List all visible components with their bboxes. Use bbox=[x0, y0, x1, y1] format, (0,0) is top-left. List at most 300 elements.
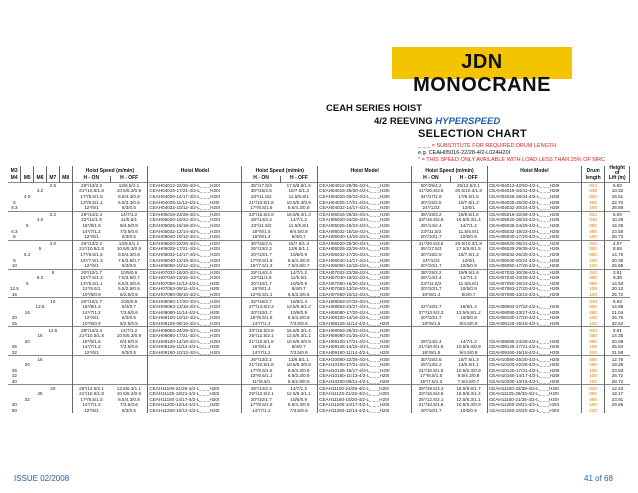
class-cell: 4.0 bbox=[36, 217, 44, 223]
speed-off-cell: 12.5/6.3/1.1 bbox=[280, 391, 317, 397]
speed-off-cell: 10.5/5.3/0.9 bbox=[450, 344, 487, 350]
header-hoff-1: H - OFF bbox=[111, 176, 148, 182]
lift-height-cell: 12.43 bbox=[605, 385, 630, 391]
model-cell: CEAH08100-10/12-4/2-L_ _ _H20I bbox=[148, 315, 242, 321]
lift-height-cell: 18.35 bbox=[611, 362, 624, 368]
speed-off-cell: 13/6.5/1.1 bbox=[111, 240, 148, 246]
class-cell: 4.0 bbox=[46, 240, 59, 246]
speed-off-cell: 15/7.5/1.3 bbox=[280, 188, 317, 194]
model-cell: CEAH05040-17/20-4/2-L_ _ _H20I bbox=[487, 234, 581, 240]
speed-on-cell: 16*/8.5/1.6 bbox=[250, 315, 273, 321]
speed-off-cell: 14/7/1.2 bbox=[280, 269, 317, 275]
speed-off-cell: 16.5/8.3/1.4 bbox=[280, 211, 317, 217]
speed-off-cell: 10.5/5.3/0.9 bbox=[111, 246, 148, 252]
speed-on-cell: 15*/7.5/1.3 bbox=[250, 263, 273, 269]
table-row bbox=[8, 217, 630, 223]
model-cell: CEAH06050-10/12-4/2-L_ _ _H20I bbox=[148, 263, 242, 269]
model-cell: CEAH09125-14/16-4/2-L_ _ _H20I bbox=[318, 344, 412, 350]
class-cell bbox=[59, 408, 72, 414]
lift-height-cell: 4.07 bbox=[605, 240, 630, 246]
lift-height-cell: 6.00 bbox=[605, 211, 630, 217]
header-hoff-2: H - OFF bbox=[280, 176, 317, 182]
drum-length-cell: 100 bbox=[581, 344, 604, 350]
speed-on-cell: 21*/10.5/1.8 bbox=[418, 367, 444, 373]
lift-height-cell: 23.58 bbox=[611, 228, 624, 234]
speed-off-cell: 8.5/4.3/0.8 bbox=[280, 402, 317, 408]
speed-off-cell: 19.5/9.8/1.7 bbox=[450, 385, 487, 391]
speed-off-cell: 10/5/0.9 bbox=[450, 263, 487, 269]
speed-off-cell: 5.5/2.8/0.5 bbox=[111, 286, 148, 292]
speed-off-cell: 20.5/10.3/1.8 bbox=[450, 188, 487, 194]
lift-height-cell: 8.61 bbox=[605, 327, 630, 333]
speed-on-cell: 12*/6/1 bbox=[84, 205, 99, 211]
selection-table bbox=[8, 166, 630, 413]
speed-on-cell: 20*/10/1.7 bbox=[420, 286, 442, 292]
table-row bbox=[8, 408, 630, 414]
class-cell bbox=[21, 408, 34, 414]
speed-off-cell: 6.5/3.3/0.6 bbox=[111, 199, 148, 205]
table-row bbox=[8, 182, 630, 188]
model-cell: CEAH04032-14/17-4/2-L_ _ _H20I bbox=[318, 205, 412, 211]
lift-height-cell: 14.98 bbox=[611, 304, 624, 310]
speed-off-cell: 14/7/1.2 bbox=[450, 223, 487, 229]
speed-on-cell: 28*/14/2.4 bbox=[420, 275, 442, 281]
speed-off-cell: 9/4.5/0.8 bbox=[280, 228, 317, 234]
class-cell: 5 bbox=[13, 199, 16, 205]
lift-height-cell: 26.76 bbox=[611, 315, 624, 321]
speed-off-cell: 20.5/10.3/1.8 bbox=[450, 240, 487, 246]
speed-on-cell: 20*/10/1.7 bbox=[250, 309, 272, 315]
lift-height-cell: 8.92 bbox=[605, 298, 630, 304]
header-hon-3: H - ON bbox=[412, 176, 450, 182]
model-cell: CEAH10160-11/13-4/2-L_ _ _H20I bbox=[318, 373, 412, 379]
lift-height-cell: 10.29 bbox=[611, 217, 624, 223]
model-cell: CEAH08125-11/14-4/2-L_ _ _H20I bbox=[318, 321, 412, 327]
model-cell: CEAH10080-25/30-4/2-L_ _ _H20I bbox=[487, 356, 581, 362]
header-m4: M4 bbox=[8, 176, 21, 182]
table-row bbox=[8, 385, 630, 391]
speed-on-cell: 30*/15/2.5 bbox=[420, 251, 442, 257]
speed-off-cell: 8.5/4.3/0.8 bbox=[111, 252, 148, 258]
model-cell: CEAH07040-13/15-4/2-L_ _ _H20I bbox=[148, 275, 242, 281]
model-cell: CEAH08063-23/27-4/2-L_ _ _H20I bbox=[318, 304, 412, 310]
speed-off-cell: 10/5/0.9 bbox=[280, 310, 317, 316]
header-hon-2: H - ON bbox=[242, 176, 280, 182]
model-cell: CEAH10100-17/21-4/2-L_ _ _H20I bbox=[318, 362, 412, 368]
model-cell: CEAH09080-21/25-4/2-L_ _ _H20I bbox=[318, 333, 412, 339]
header-hoff-3: H - OFF bbox=[450, 176, 487, 182]
speed-on-cell: 12*/6/1 bbox=[84, 350, 99, 356]
class-cell: 8 bbox=[13, 234, 16, 240]
table-row bbox=[8, 281, 630, 287]
speed-on-cell: 10*/5/0.9 bbox=[82, 292, 101, 298]
lift-height-cell: 21.04 bbox=[611, 309, 624, 315]
speed-off-cell: 16/8/1.4 bbox=[280, 298, 317, 304]
model-cell: CEAH11100-21/25-4/2-L_ _ _H20I bbox=[148, 385, 242, 391]
speed-on-cell: 16*/8/1.4 bbox=[82, 304, 101, 310]
speed-on-cell: 21*/10.5/1.8 bbox=[79, 391, 104, 397]
speed-on-cell: 41*/20.5/3.5 bbox=[412, 240, 450, 246]
lift-height-cell: 23.93 bbox=[611, 367, 624, 373]
speed-on-cell: 16*/8/1.4 bbox=[252, 234, 271, 240]
model-cell: CEAH10080-22/26-4/2-L_ _ _H20I bbox=[318, 356, 412, 362]
speed-on-cell: 18*/9/1.5 bbox=[82, 222, 101, 228]
page-number: 41 of 68 bbox=[584, 474, 613, 483]
class-cell: 25 bbox=[11, 344, 17, 350]
speed-on-cell: 12*/6/1 bbox=[84, 407, 99, 413]
lift-height-cell: 32.52 bbox=[611, 321, 624, 327]
speed-off-cell: 12.5/6.3/1.1 bbox=[111, 385, 148, 391]
lift-height-cell: 20.35 bbox=[611, 257, 624, 263]
speed-off-cell: 10.5/5.3/0.9 bbox=[111, 333, 148, 339]
speed-off-cell: 5.5/2.8/0.5 bbox=[280, 379, 317, 385]
header-model-1: Hoist Model bbox=[148, 166, 242, 176]
header-height: Height of bbox=[605, 166, 630, 176]
header-lift: Lift (m) bbox=[605, 176, 630, 182]
speed-on-cell: 21*/10.5/1.8 bbox=[248, 338, 274, 344]
speed-off-cell: 6.5/3.3/0.6 bbox=[111, 281, 148, 287]
model-cell: CEAH11125-18/21-4/2-L_ _ _H20I bbox=[148, 391, 242, 397]
speed-off-cell: 11.5/5.8/1 bbox=[450, 281, 487, 287]
reeving-title bbox=[374, 116, 500, 127]
lift-height-cell: 20.09 bbox=[611, 338, 624, 344]
model-cell: CEAH05032-19/23-4/2-L_ _ _H20I bbox=[487, 228, 581, 234]
drum-length-cell: 040 bbox=[581, 385, 604, 391]
model-cell: CEAH06025-29/35-4/2-L_ _ _H20I bbox=[487, 246, 581, 252]
header-hon-1: H - ON bbox=[72, 176, 110, 182]
model-cell: CEAH06032-26/30-4/2-L_ _ _H20I bbox=[487, 252, 581, 258]
speed-off-cell: 11.5/5.8/1 bbox=[450, 228, 487, 234]
model-cell: CEAH04012-28/35-4/2-L_ _ _H20I bbox=[318, 182, 412, 188]
header-drum: Drum bbox=[581, 166, 604, 176]
speed-off-cell: 11.5/5.8/1 bbox=[280, 194, 317, 200]
table-body bbox=[8, 182, 630, 413]
speed-on-cell: 14*/7/1.2 bbox=[252, 321, 271, 327]
model-cell: CEAH04016-25/30-4/2-L_ _ _H20I bbox=[318, 188, 412, 194]
speed-off-cell: 6/3/0.5 bbox=[111, 315, 148, 321]
lift-height-cell: 25.84 bbox=[611, 344, 624, 350]
drum-length-cell: 100 bbox=[581, 257, 604, 263]
class-cell: 16 bbox=[24, 309, 30, 315]
model-cell: CEAH09063-24/28-4/2-L_ _ _H20I bbox=[148, 327, 242, 333]
speed-on-cell: 18*/9/1.5 bbox=[82, 338, 101, 344]
speed-on-cell: 20*/10/1.7 bbox=[72, 269, 110, 275]
model-cell: CEAH04025-17/21-4/2-L_ _ _H20I bbox=[318, 199, 412, 205]
speed-on-cell: 23*/11.5/2 bbox=[420, 228, 442, 234]
model-cell: CEAH10100-22/26-4/2-L_ _ _H20I bbox=[487, 362, 581, 368]
model-cell: CEAH07050-11/13-4/2-L_ _ _H20I bbox=[148, 281, 242, 287]
speed-off-cell: 25/12.5/2.1 bbox=[450, 182, 487, 188]
speed-on-cell: 21*/10.5/1.8 bbox=[79, 188, 104, 194]
speed-on-cell: 24*/12/2 bbox=[422, 205, 440, 211]
speed-off-cell: 17.5/8.8/1.5 bbox=[450, 246, 487, 252]
model-cell: CEAH07080-10/12-4/2-L_ _ _H20I bbox=[318, 292, 412, 298]
table-row bbox=[8, 257, 630, 263]
speed-on-cell: 21*/10.5/1.8 bbox=[418, 402, 444, 408]
drum-length-cell: 120 bbox=[581, 263, 604, 269]
speed-off-cell: 10/5/0.9 bbox=[111, 269, 148, 275]
speed-off-cell: 7.5/3.8/0.7 bbox=[111, 275, 148, 281]
speed-off-cell: 7/3.5/0.6 bbox=[280, 408, 317, 414]
speed-on-cell: 17*/8.5/1.5 bbox=[250, 367, 273, 373]
speed-off-cell: 10/5/0.9 bbox=[111, 298, 148, 304]
speed-on-cell: 14*/7/1.2 bbox=[252, 407, 271, 413]
drum-length-cell: 080 bbox=[581, 339, 604, 345]
class-cell: 20 bbox=[24, 362, 30, 368]
model-cell: CEAH06050-12/15-4/2-L_ _ _H20I bbox=[318, 263, 412, 269]
model-cell: CEAH09100-17/21-4/2-L_ _ _H20I bbox=[318, 339, 412, 345]
speed-off-cell: 10/5/0.9 bbox=[280, 397, 317, 403]
drum-length-cell: 100 bbox=[581, 234, 604, 240]
speed-off-cell: 12.5/6.3/1.1 bbox=[450, 397, 487, 403]
class-cell: 16 bbox=[34, 356, 47, 362]
drum-length-cell: 024 bbox=[581, 182, 604, 188]
speed-on-cell: 28*/14/2.4 bbox=[242, 269, 280, 275]
speed-off-cell: 7/3.5/0.6 bbox=[111, 310, 148, 316]
speed-on-cell: 24*/12/2 bbox=[422, 257, 440, 263]
speed-on-cell: 16*/8/1.4 bbox=[252, 286, 271, 292]
speed-off-cell: 8/4/0.7 bbox=[280, 344, 317, 350]
class-cell: 5 bbox=[25, 222, 29, 228]
drum-length-cell: 060 bbox=[581, 356, 604, 362]
model-cell: CEAH08125-08/10-4/2-L_ _ _H20I bbox=[148, 321, 242, 327]
model-cell: CEAH07032-23/28-4/2-L_ _ _H20I bbox=[318, 269, 412, 275]
model-cell: CEAH11250-10/12-4/2-L_ _ _H20I bbox=[148, 408, 242, 414]
model-cell: CEAH05016-23/28-4/2-L_ _ _H20I bbox=[148, 211, 242, 217]
table-row bbox=[8, 194, 630, 200]
class-cell: 20 bbox=[24, 338, 30, 344]
speed-on-cell: 21*/10.5/1.8 bbox=[248, 362, 274, 368]
lift-height-cell: 28.89 bbox=[611, 205, 624, 211]
speed-on-cell: 28*/14/2.4 bbox=[420, 222, 442, 228]
model-cell: CEAH04016-34/41-4/2-L_ _ _H20I bbox=[487, 188, 581, 194]
speed-off-cell: 13/6.5/1.1 bbox=[111, 182, 148, 188]
speed-off-cell: 11/5.5/1 bbox=[280, 275, 317, 281]
drum-length-cell: 080 bbox=[581, 362, 604, 368]
header-model-2: Hoist Model bbox=[318, 166, 412, 176]
class-cell: 12.5 bbox=[48, 327, 58, 333]
model-cell: CEAH08080-11/14-4/2-L_ _ _H20I bbox=[148, 310, 242, 316]
speed-on-cell: 21*/10.5/1.8 bbox=[418, 344, 444, 350]
class-cell: 32 bbox=[11, 350, 17, 356]
drum-length-cell: 080 bbox=[581, 252, 604, 258]
class-cell bbox=[34, 408, 47, 414]
model-cell: CEAH07040-23/28-4/2-L_ _ _H20I bbox=[487, 275, 581, 281]
speed-off-cell: 14/7/1.2 bbox=[450, 339, 487, 345]
speed-on-cell: 17*/8.5/1.5 bbox=[419, 373, 443, 379]
lift-height-cell: 12.76 bbox=[605, 356, 630, 362]
drum-length-cell: 120 bbox=[581, 292, 604, 298]
lift-height-cell: 14.35 bbox=[611, 333, 624, 339]
lift-height-cell: 29.65 bbox=[611, 402, 624, 408]
speed-off-cell: 15/7.5/1.3 bbox=[280, 240, 317, 246]
model-cell: CEAH09125-11/14-4/2-L_ _ _H20I bbox=[148, 344, 242, 350]
speed-off-cell: 8.5/4.3/0.8 bbox=[280, 257, 317, 263]
class-cell: 2.5 bbox=[46, 182, 59, 188]
speed-on-cell: 22*/11/1.9 bbox=[251, 275, 272, 281]
class-cell: 25 bbox=[11, 367, 17, 373]
model-cell: CEAH11100-24/28-4/2-L_ _ _H20I bbox=[318, 385, 412, 391]
speed-on-cell: 18*/9/1.5 bbox=[421, 350, 441, 356]
speed-off-cell: 6.5/3.3/0.6 bbox=[280, 292, 317, 298]
speed-on-cell: 12*/6.5/1.1 bbox=[250, 292, 273, 298]
model-cell: CEAH08100-14/16-4/2-L_ _ _H20I bbox=[318, 315, 412, 321]
model-cell: CEAH08050-17/20-4/2-L_ _ _H20I bbox=[148, 298, 242, 304]
speed-off-cell: 9/4.5/0.8 bbox=[111, 339, 148, 345]
drum-length-cell: 040 bbox=[581, 298, 604, 304]
speed-on-cell: 12*/6/1 bbox=[84, 234, 99, 240]
model-cell: CEAH04025-11/13-4/2-L_ _ _H20I bbox=[148, 199, 242, 205]
class-cell: 6.3 bbox=[11, 228, 18, 234]
speed-off-cell: 13/6.5/1.1 bbox=[450, 362, 487, 368]
table-row bbox=[8, 252, 630, 258]
class-cell: 32 bbox=[11, 373, 17, 379]
speed-on-cell: 32*/16/2.7 bbox=[242, 298, 280, 304]
class-cell: 3.2 bbox=[36, 188, 44, 194]
speed-off-cell: 6.5/3.3/0.6 bbox=[280, 373, 317, 379]
model-cell: CEAH08063-27/32-4/2-L_ _ _H20I bbox=[487, 304, 581, 310]
model-cell: CEAH07063-13/16-4/2-L_ _ _H20I bbox=[318, 286, 412, 292]
model-cell: CEAH10200-09/11-4/2-L_ _ _H20I bbox=[318, 379, 412, 385]
speed-on-cell: 14*/7/1.2 bbox=[82, 309, 101, 315]
table-row bbox=[8, 211, 630, 217]
drum-length-cell: 080 bbox=[581, 199, 604, 205]
issue-label: ISSUE 02/2008 bbox=[14, 474, 70, 483]
model-cell: CEAH05016-28/33-4/2-L_ _ _H20I bbox=[318, 211, 412, 217]
drum-length-cell: 100 bbox=[581, 315, 604, 321]
drum-length-cell: 120 bbox=[581, 350, 604, 356]
speed-on-cell: 39*/19.5/3.3 bbox=[412, 385, 450, 391]
drum-length-cell: 080 bbox=[581, 281, 604, 287]
model-cell: CEAH11200-18/21-4/2-L_ _ _H20I bbox=[487, 402, 581, 408]
drum-length-cell: 050 bbox=[581, 246, 604, 252]
speed-off-cell: 16.5/8.3/1.4 bbox=[450, 217, 487, 223]
model-cell: CEAH07032-30/38-4/2-L_ _ _H20I bbox=[487, 269, 581, 275]
model-cell: CEAH05025-24/28-4/2-L_ _ _H20I bbox=[487, 223, 581, 229]
model-cell: CEAH07080-13/16-4/2-L_ _ _H20I bbox=[487, 292, 581, 298]
header-speed-2: Hoist Speed (m/min) bbox=[242, 166, 318, 176]
speed-on-cell: 20*/10/1.7 bbox=[420, 263, 442, 269]
speed-on-cell: 18*/9/1.5 bbox=[421, 321, 441, 327]
speed-off-cell: 7/3.5/0.6 bbox=[280, 321, 317, 327]
class-cell: 16 bbox=[37, 333, 43, 339]
model-cell: CEAH06025-17/21-4/2-L_ _ _H20I bbox=[148, 246, 242, 252]
class-cell: 3.2 bbox=[46, 211, 59, 217]
speed-on-cell: 16*/8/1.4 bbox=[421, 292, 441, 298]
speed-on-cell: 15*/7.5/1.3 bbox=[80, 257, 103, 263]
speed-off-cell: 11/5.5/1 bbox=[111, 217, 148, 223]
model-cell: CEAH06020-35/41-4/2-L_ _ _H20I bbox=[487, 240, 581, 246]
class-cell: 20 bbox=[46, 385, 59, 391]
speed-on-cell: 15*/7.5/1.3 bbox=[80, 275, 103, 281]
model-cell: CEAH06040-14/17-4/2-L_ _ _H20I bbox=[318, 257, 412, 263]
speed-on-cell: 35*/17.5/3 bbox=[242, 182, 280, 188]
class-cell: 4.0 bbox=[24, 193, 31, 199]
model-cell: CEAH09080-17/21-4/2-L_ _ _H20I bbox=[148, 333, 242, 339]
model-cell: CEAH08125-15/18-4/2-L_ _ _H20I bbox=[487, 321, 581, 327]
class-cell: 40 bbox=[11, 378, 17, 384]
drum-length-cell: 100 bbox=[581, 286, 604, 292]
model-cell: CEAH09160-10/12-4/2-L_ _ _H20I bbox=[148, 350, 242, 356]
speed-on-cell: 28*/14/2.4 bbox=[72, 327, 110, 333]
speed-on-cell: 20*/10/1.7 bbox=[250, 251, 272, 257]
speed-off-cell: 16.5/8.3/1.4 bbox=[280, 327, 317, 333]
model-cell: CEAH09160-11/14-4/2-L_ _ _H20I bbox=[318, 350, 412, 356]
header-length: length bbox=[581, 176, 604, 182]
model-cell: CEAH07032-16/20-4/2-L_ _ _H20I bbox=[148, 269, 242, 275]
lift-height-cell: 10.32 bbox=[611, 188, 624, 194]
speed-on-cell: 27*/13.5/2.3 bbox=[248, 304, 274, 310]
speed-on-cell: 14*/7/1.2 bbox=[252, 350, 271, 356]
table-row bbox=[8, 246, 630, 252]
speed-on-cell: 17*/8.5/1.5 bbox=[80, 396, 103, 402]
model-cell: CEAH11160-16/20-4/2-L_ _ _H20I bbox=[318, 397, 412, 403]
series-title: CEAH SERIES HOIST bbox=[326, 103, 423, 114]
model-cell: CEAH05025-15/18-4/2-L_ _ _H20I bbox=[148, 223, 242, 229]
speed-off-cell: 15/7.5/1.3 bbox=[450, 252, 487, 258]
speed-off-cell: 13/6.5/1.1 bbox=[280, 246, 317, 252]
example-note: e.g. CEAH05016-22/28-4/2-L024H20I bbox=[418, 150, 511, 156]
speed-on-cell: 14*/7/1.2 bbox=[82, 402, 101, 408]
speed-off-cell: 13.5/6.8/1.2 bbox=[450, 310, 487, 316]
header-speed-3: Hoist Speed (m/min) bbox=[412, 166, 488, 176]
speed-note: * = THIS SPEED ONLY AVAILABLE WITH LOAD LESS THAN 25% OF MRC bbox=[418, 157, 605, 163]
model-cell: CEAH11160-21/25-4/2-L_ _ _H20I bbox=[487, 397, 581, 403]
speed-off-cell: 8.5/4.3/0.8 bbox=[111, 397, 148, 403]
speed-off-cell: 10/5/0.9 bbox=[280, 252, 317, 258]
model-cell: CEAH10200-13/15-4/2-L_ _ _H20I bbox=[487, 379, 581, 385]
model-cell: CEAH10125-17/21-4/2-L_ _ _H20I bbox=[487, 368, 581, 374]
speed-off-cell: 14/7/1.2 bbox=[450, 275, 487, 281]
lift-height-cell: 25.95 bbox=[611, 263, 624, 269]
speed-off-cell: 13.5/6.8/1.2 bbox=[280, 304, 317, 310]
table-row bbox=[8, 397, 630, 403]
model-cell: CEAH05032-12/14-4/2-L_ _ _H20I bbox=[148, 228, 242, 234]
speed-off-cell: 7/3.5/0.6 bbox=[111, 344, 148, 350]
model-cell: CEAH07050-19/23-4/2-L_ _ _H20I bbox=[487, 281, 581, 287]
model-cell: CEAH04012-42/50-4/2-L_ _ _H20I bbox=[487, 182, 581, 188]
table-row bbox=[8, 269, 630, 275]
lift-height-cell: 28.73 bbox=[611, 234, 624, 240]
drum-length-cell: 080 bbox=[581, 310, 604, 316]
speed-on-cell: 11*/5.5/1 bbox=[252, 378, 271, 384]
speed-on-cell: 13*/6.5/1.1 bbox=[80, 280, 103, 286]
drum-length-cell: 120 bbox=[581, 373, 604, 379]
model-cell: CEAH06032-17/20-4/2-L_ _ _H20I bbox=[318, 252, 412, 258]
speed-on-cell: 20*/10/1.7 bbox=[250, 280, 272, 286]
speed-off-cell: 14/7/1.2 bbox=[280, 217, 317, 223]
speed-off-cell: 17/8.5/1.5 bbox=[450, 194, 487, 200]
model-cell: CEAH04025-28/34-4/2-L_ _ _H20I bbox=[487, 194, 581, 200]
model-cell: CEAH05020-28/33-4/2-L_ _ _H20I bbox=[487, 217, 581, 223]
model-cell: CEAH07063-09/11-4/2-L_ _ _H20I bbox=[148, 286, 242, 292]
speed-off-cell: 10.5/5.3/0.9 bbox=[280, 339, 317, 345]
speed-on-cell: 10*/5/0.9 bbox=[82, 321, 101, 327]
speed-on-cell: 21*/10.5/1.8 bbox=[79, 333, 104, 339]
model-cell: CEAH11200-14/17-4/2-L_ _ _H20I bbox=[318, 402, 412, 408]
speed-on-cell: 33*/16.5/2.8 bbox=[242, 211, 280, 217]
lift-height-cell: 3.91 bbox=[605, 269, 630, 275]
speed-off-cell: 8/4/0.7 bbox=[280, 286, 317, 292]
model-cell: CEAH08063-27/32-4/2-L_ _ _H20I bbox=[318, 298, 412, 304]
speed-off-cell: 15/7.5/1.3 bbox=[450, 356, 487, 362]
lift-height-cell: 28.72 bbox=[611, 378, 624, 384]
speed-on-cell: 12*/6/1 bbox=[84, 263, 99, 269]
model-cell: CEAH06040-20/24-4/2-L_ _ _H20I bbox=[487, 257, 581, 263]
model-cell: CEAH05025-19/23-4/2-L_ _ _H20I bbox=[318, 223, 412, 229]
speed-on-cell: 28*/14/2.4 bbox=[72, 211, 110, 217]
speed-off-cell: 8/4/0.7 bbox=[450, 292, 487, 298]
